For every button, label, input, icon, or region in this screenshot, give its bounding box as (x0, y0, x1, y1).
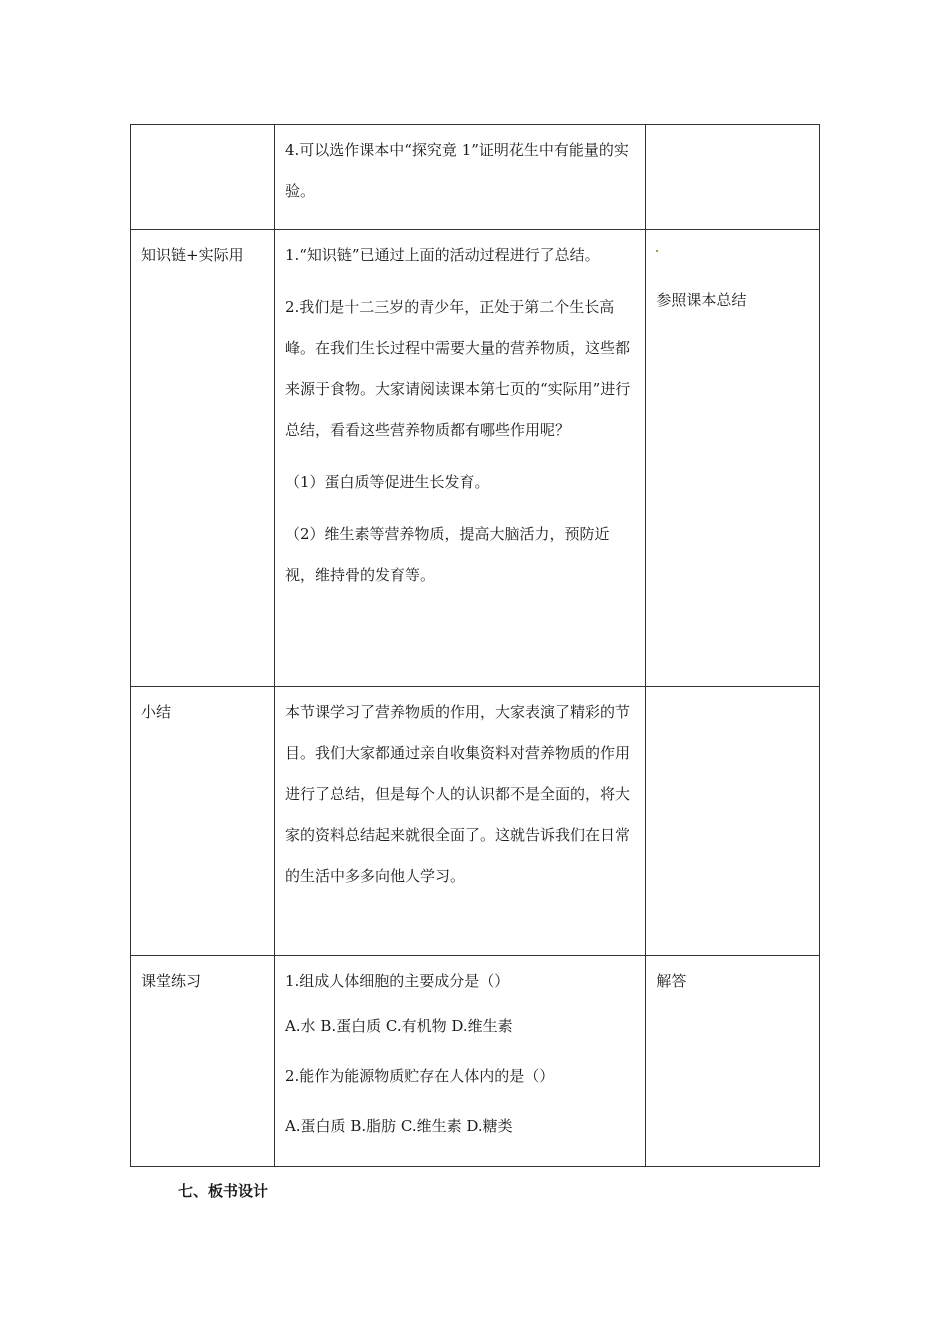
row-content-cell (274, 125, 645, 230)
table-row (131, 230, 820, 687)
row-label-cell (131, 956, 275, 1167)
row-label-cell (131, 687, 275, 956)
row-note (656, 687, 809, 692)
row-content-cell (274, 956, 645, 1167)
row-label-cell (131, 125, 275, 230)
note-wrapper (656, 230, 809, 321)
exercise-question: 1.组成人体细胞的主要成分是（） (284, 972, 510, 990)
row-content-cell (274, 230, 645, 687)
exercise-options: A.蛋白质 B.脂肪 C.维生素 D.糖类 (284, 1117, 513, 1135)
table-row (131, 956, 820, 1167)
content-paragraph: 2.我们是十二三岁的青少年，正处于第二个生长高峰。在我们生长过程中需要大量的营养物质，这些都来源于食物。大家请阅读课本第七页的“实际用”进行总结，看看这些营养物质都有哪些作用呢？ (284, 298, 631, 439)
row-label: 小结 (141, 703, 172, 721)
content-paragraph: 4.可以选作课本中“探究竟 1”证明花生中有能量的实验。 (284, 141, 629, 200)
row-note-cell (646, 956, 820, 1167)
content-paragraph: （2）维生素等营养物质，提高大脑活力，预防近视，维持骨的发育等。 (284, 525, 610, 584)
row-note: 参照课本总结 (656, 291, 747, 309)
row-note-cell (646, 125, 820, 230)
row-label: 课堂练习 (141, 972, 202, 990)
content-paragraph: （1）蛋白质等促进生长发育。 (284, 473, 490, 491)
row-label: 知识链+实际用 (141, 246, 244, 264)
content-paragraph: 本节课学习了营养物质的作用，大家表演了精彩的节目。我们大家都通过亲自收集资料对营养物质的作用进行了总结，但是每个人的认识都不是全面的，将大家的资料总结起来就很全面了。这就告诉我们在日常的生活中多多向他人学习。 (284, 703, 630, 885)
row-note-cell (646, 687, 820, 956)
row-content-cell (274, 687, 645, 956)
section-heading: 七、板书设计 (178, 1182, 269, 1200)
row-note (656, 125, 809, 130)
table-row (131, 687, 820, 956)
table-row (131, 125, 820, 230)
exercise-options: A.水 B.蛋白质 C.有机物 D.维生素 (284, 1017, 513, 1035)
marker-dot (656, 250, 658, 252)
row-label (141, 125, 264, 130)
row-note: 解答 (656, 972, 687, 990)
row-note-cell (646, 230, 820, 687)
lesson-plan-table (130, 124, 820, 1167)
content-paragraph: 1.“知识链”已通过上面的活动过程进行了总结。 (284, 246, 600, 264)
row-label-cell (131, 230, 275, 687)
exercise-question: 2.能作为能源物质贮存在人体内的是（） (284, 1067, 555, 1085)
